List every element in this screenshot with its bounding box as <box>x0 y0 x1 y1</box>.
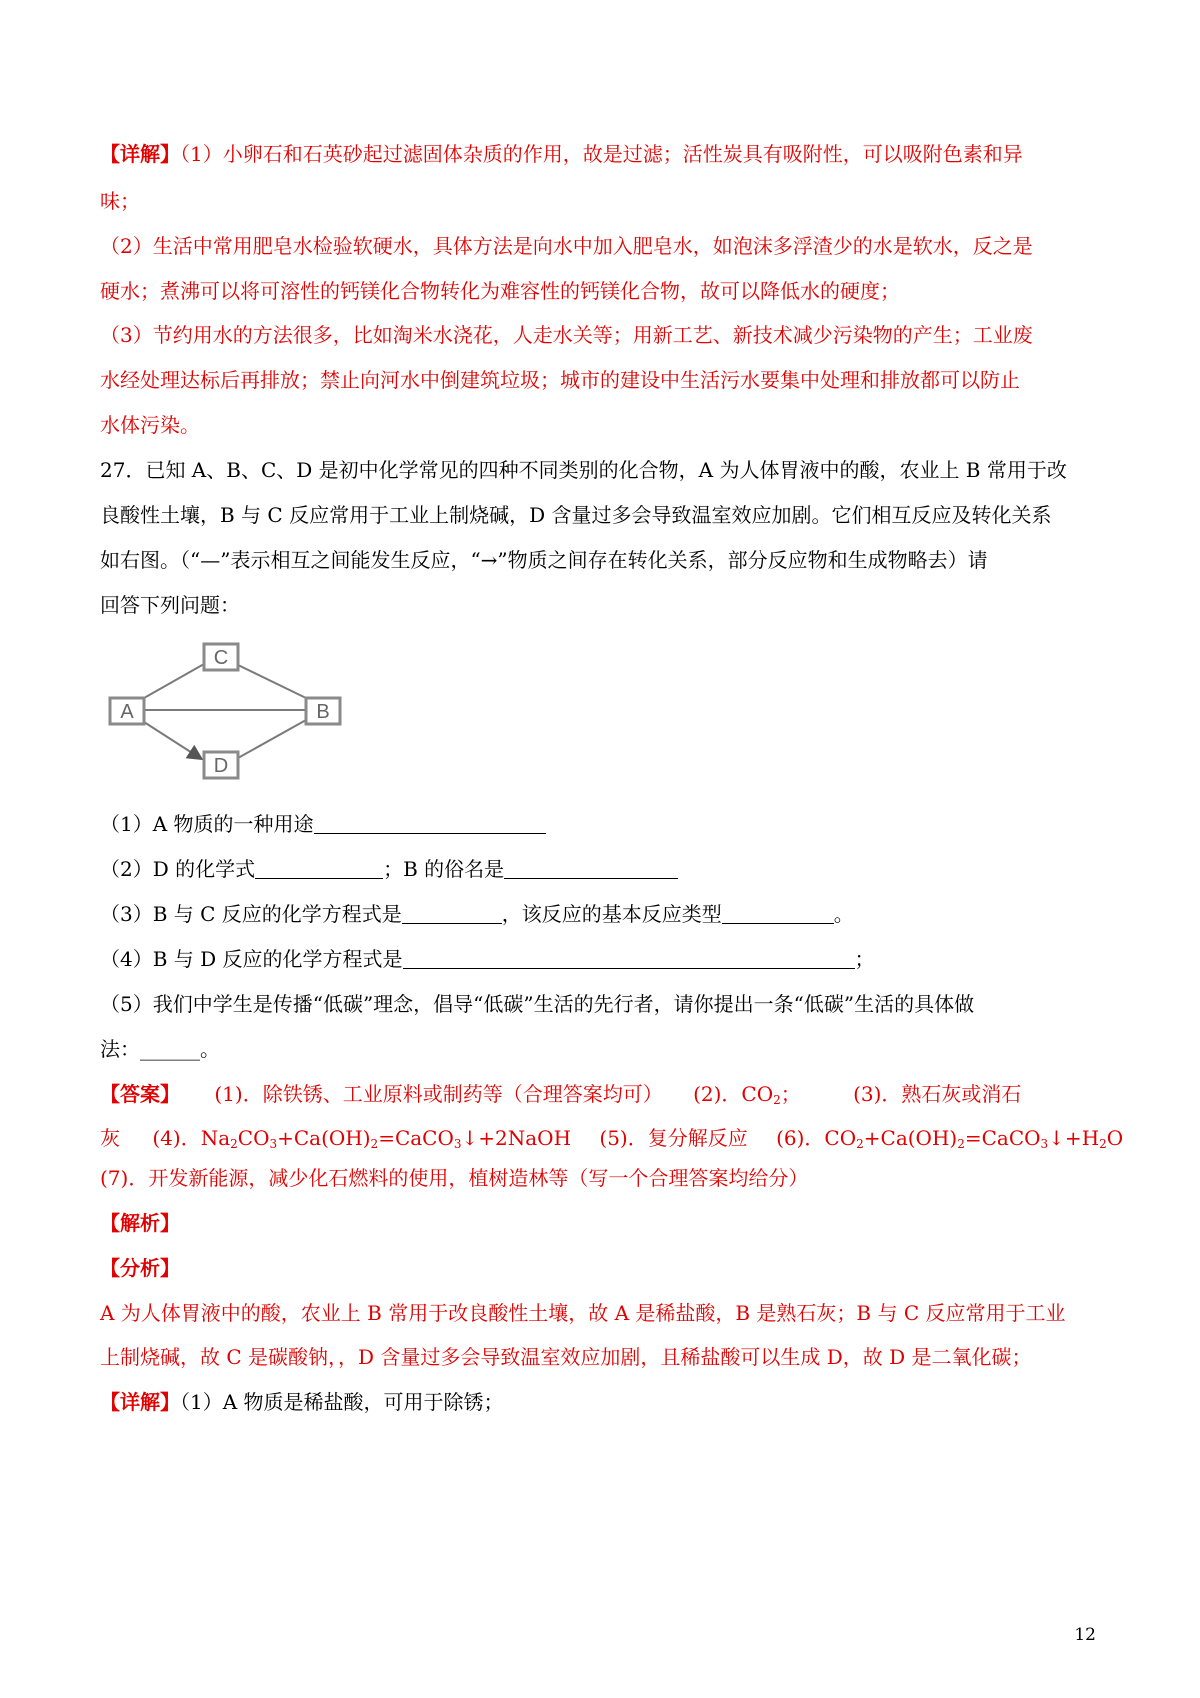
detail-line: （3）节约用水的方法很多，比如淘米水浇花，人走水关等；用新工艺、新技术减少污染物的产生；工业废 <box>100 323 1033 347</box>
detail-text: （1）A 物质是稀盐酸，可用于除锈； <box>180 1390 504 1414</box>
answer-text: O <box>1106 1126 1124 1150</box>
answer-line: (7)．开发新能源，减少化石燃料的使用，植树造林等（写一个合理答案均给分） <box>100 1166 809 1190</box>
detail-line <box>100 1388 1100 1416</box>
answer-text: ↓+2NaOH <box>461 1126 572 1150</box>
sub-question-text: （1）A 物质的一种用途 <box>100 812 314 836</box>
answer-line <box>100 1124 1124 1152</box>
answer-blank[interactable] <box>504 858 678 879</box>
reaction-diagram-full <box>100 630 370 790</box>
sub-question-text: （2）D 的化学式 <box>100 857 256 881</box>
answer-sub: 3 <box>269 1137 278 1151</box>
detail-line: 水经处理达标后再排放；禁止向河水中倒建筑垃圾；城市的建设中生活污水要集中处理和排放都可以防止 <box>100 368 1020 392</box>
detail-line: 硬水；煮沸可以将可溶性的钙镁化合物转化为难容性的钙镁化合物，故可以降低水的硬度； <box>100 279 900 303</box>
answer-blank[interactable] <box>402 903 502 924</box>
arrow-a-to-d <box>144 722 200 758</box>
detail-line: 味； <box>100 189 140 213</box>
detail-text: （1）小卵石和石英砂起过滤固体杂质的作用，故是过滤；活性炭具有吸附性，可以吸附色素和异 <box>180 142 1023 166</box>
answer-blank[interactable] <box>314 813 546 834</box>
detail-line: 水体污染。 <box>100 413 200 437</box>
answer-item <box>152 1126 571 1150</box>
question-stem: 如右图。（“—”表示相互之间能发生反应，“→”物质之间存在转化关系，部分反应物和生成物略去）请 <box>100 548 988 572</box>
answer-item <box>693 1082 801 1106</box>
answer-tag: 【答案】 <box>100 1082 180 1106</box>
sub-question-5-cont <box>100 1035 1100 1063</box>
sub-question-2 <box>100 855 1100 883</box>
sub-question-text: 法： <box>100 1037 140 1061</box>
answer-line <box>100 1080 1100 1108</box>
answer-text: ↓+H <box>1048 1126 1100 1150</box>
sub-question-text: （4）B 与 D 反应的化学方程式是 <box>100 947 403 971</box>
answer-text: +Ca(OH) <box>863 1126 958 1150</box>
analysis-line: A 为人体胃液中的酸，农业上 B 常用于改良酸性土壤，故 A 是稀盐酸，B 是熟石灰；B 与 C 反应常用于工业 <box>100 1301 1066 1325</box>
analysis-tag: 【解析】 <box>100 1211 180 1235</box>
node-b-label: B <box>316 701 330 723</box>
node-c-label: C <box>213 647 229 669</box>
sub-question-3 <box>100 900 1100 928</box>
detail-line: （2）生活中常用肥皂水检验软硬水，具体方法是向水中加入肥皂水，如泡沫多浮渣少的水是软水，反之是 <box>100 234 1033 258</box>
question-stem: 良酸性土壤，B 与 C 反应常用于工业上制烧碱，D 含量过多会导致温室效应加剧。它们相互反应及转化关系 <box>100 503 1052 527</box>
answer-sub: 3 <box>1040 1137 1049 1151</box>
detail-line <box>100 140 1100 168</box>
sub-question-text: 。 <box>833 902 854 926</box>
analysis-line: 上制烧碱，故 C 是碳酸钠，，D 含量过多会导致温室效应加剧，且稀盐酸可以生成 D，故 D 是二氧化碳； <box>100 1345 1032 1369</box>
page-number: 12 <box>1074 1625 1096 1645</box>
answer-item: 灰 <box>100 1126 120 1150</box>
answer-text: +Ca(OH) <box>277 1126 371 1150</box>
answer-sub: 2 <box>230 1137 238 1151</box>
answer-item: (3)．熟石灰或消石 <box>853 1082 1022 1106</box>
question-stem: 回答下列问题： <box>100 593 240 617</box>
question-stem: 27．已知 A、B、C、D 是初中化学常见的四种不同类别的化合物，A 为人体胃液中的酸，农业上 B 常用于改 <box>100 458 1067 482</box>
sub-question-4 <box>100 945 1100 973</box>
fenxi-tag: 【分析】 <box>100 1256 180 1280</box>
detail-tag: 【详解】 <box>100 1390 180 1414</box>
answer-text: =CaCO <box>378 1126 454 1150</box>
node-a-label: A <box>120 701 134 723</box>
answer-sub: 2 <box>957 1137 965 1151</box>
answer-text: (6)．CO <box>776 1126 857 1150</box>
sub-question-text: ； <box>854 947 875 971</box>
answer-text: (2)．CO <box>693 1082 774 1106</box>
answer-sub: 2 <box>370 1137 379 1151</box>
answer-text: CO <box>237 1126 270 1150</box>
node-d-label: D <box>213 755 229 777</box>
sub-question-text: （3）B 与 C 反应的化学方程式是 <box>100 902 402 926</box>
answer-sub: 2 <box>1099 1137 1107 1151</box>
answer-sub: 3 <box>453 1137 462 1151</box>
edge-c-b <box>236 664 306 698</box>
answer-blank[interactable] <box>403 948 855 969</box>
answer-text: =CaCO <box>964 1126 1041 1150</box>
sub-question-text: ，该反应的基本反应类型 <box>501 902 722 926</box>
answer-sub: 2 <box>856 1137 864 1151</box>
answer-sub: 2 <box>773 1093 781 1107</box>
sub-question-text: ______。 <box>140 1037 220 1061</box>
answer-blank[interactable] <box>255 858 383 879</box>
detail-tag: 【详解】 <box>100 142 180 166</box>
answer-item: (1)．除铁锈、工业原料或制药等（合理答案均可） <box>214 1082 663 1106</box>
sub-question-1 <box>100 810 1100 838</box>
answer-blank[interactable] <box>722 903 834 924</box>
answer-item <box>776 1126 1123 1150</box>
sub-question-5: （5）我们中学生是传播“低碳”理念，倡导“低碳”生活的先行者，请你提出一条“低碳”生活的具体做 <box>100 992 975 1016</box>
edge-a-c <box>144 664 204 698</box>
answer-item: (5)．复分解反应 <box>599 1126 748 1150</box>
answer-text: (4)．Na <box>152 1126 231 1150</box>
answer-text: ； <box>780 1082 801 1106</box>
edge-b-d <box>238 720 306 758</box>
sub-question-text: ；B 的俗名是 <box>383 857 505 881</box>
